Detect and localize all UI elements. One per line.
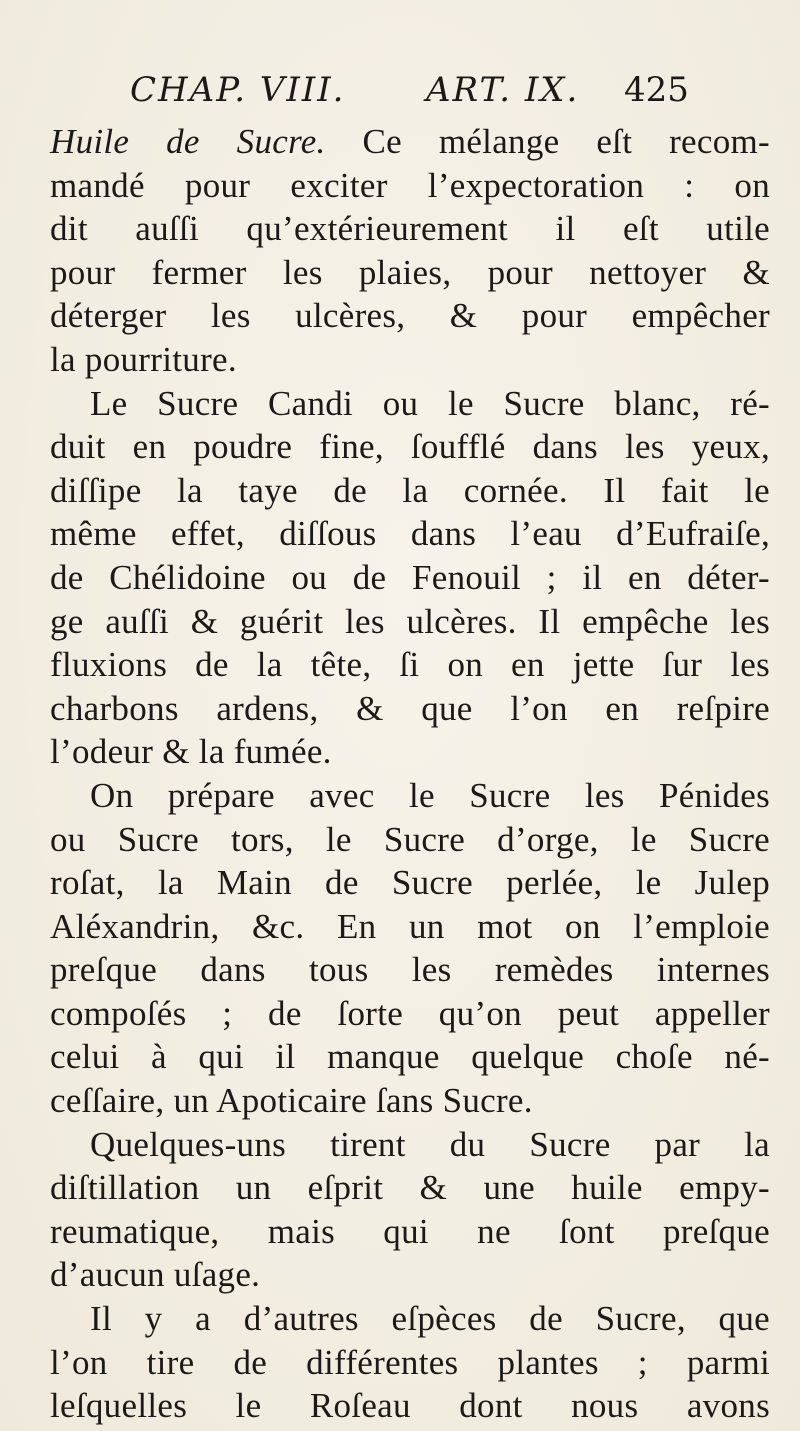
text-line: roſat, la Main de Sucre perlée, le Julep [50,863,770,903]
text-line: charbons ardens, & que l’on en reſpire [50,688,770,728]
text-line: fluxions de la tête, ſi on en jette ſur les [50,645,770,685]
chapter-heading: CHAP. VIII. [130,70,346,110]
text-line: pour fermer les plaies, pour nettoyer & [50,252,770,292]
text-line: l’odeur & la fumée. [50,732,332,772]
article-heading: ART. IX. [426,70,580,110]
paragraph-start-line: On prépare avec le Sucre les Pénides [90,775,770,815]
text-line: ou Sucre tors, le Sucre d’orge, le Sucre [50,819,770,859]
text-line: déterger les ulcères, & pour empêcher [50,296,770,336]
running-header [120,70,689,126]
text-line: d’aucun uſage. [50,1255,261,1295]
text-line: leſquelles le Roſeau dont nous avons [50,1386,770,1426]
text-line: la pourriture. [50,339,237,379]
text-line: même effet, diſſous dans l’eau d’Eufraiſe, [50,514,770,554]
paragraph-start-line: Quelques-uns tirent du Sucre par la [90,1124,770,1164]
text-line: ceſſaire, un Apoticaire ſans Sucre. [50,1081,533,1121]
text-line: preſque dans tous les remèdes internes [50,950,770,990]
text-line: celui à qui il manque quelque choſe né- [50,1037,770,1077]
text-line: ge auſſi & guérit les ulcères. Il empêche les [50,601,770,641]
text-line: Aléxandrin, &c. En un mot on l’emploie [50,906,770,946]
paragraph-start-line: Le Sucre Candi ou le Sucre blanc, ré- [90,383,770,423]
text-line: compoſés ; de ſorte qu’on peut appeller [50,993,770,1033]
italic-term: Huile de Sucre. [50,122,326,161]
text-line: diſtillation un eſprit & une huile empy- [50,1168,770,1208]
text-line: de Chélidoine ou de Fenouil ; il en déter- [50,557,770,597]
body-text [50,120,770,1428]
text-line: duit en poudre fine, ſoufflé dans les yeux, [50,427,770,467]
page-number: 425 [624,70,689,110]
paragraph-start-line: Il y a d’autres eſpèces de Sucre, que [90,1299,770,1339]
text-line: diſſipe la taye de la cornée. Il fait le [50,470,770,510]
text-line: mandé pour exciter l’expectoration : on [50,165,770,205]
text-line [50,120,770,164]
text-line: reumatique, mais qui ne ſont preſque [50,1211,770,1251]
text-line: l’on tire de différentes plantes ; parmi [50,1342,770,1382]
text-span: Ce mélange eſt recom- [325,122,771,161]
text-line: dit auſſi qu’extérieurement il eſt utile [50,209,770,249]
